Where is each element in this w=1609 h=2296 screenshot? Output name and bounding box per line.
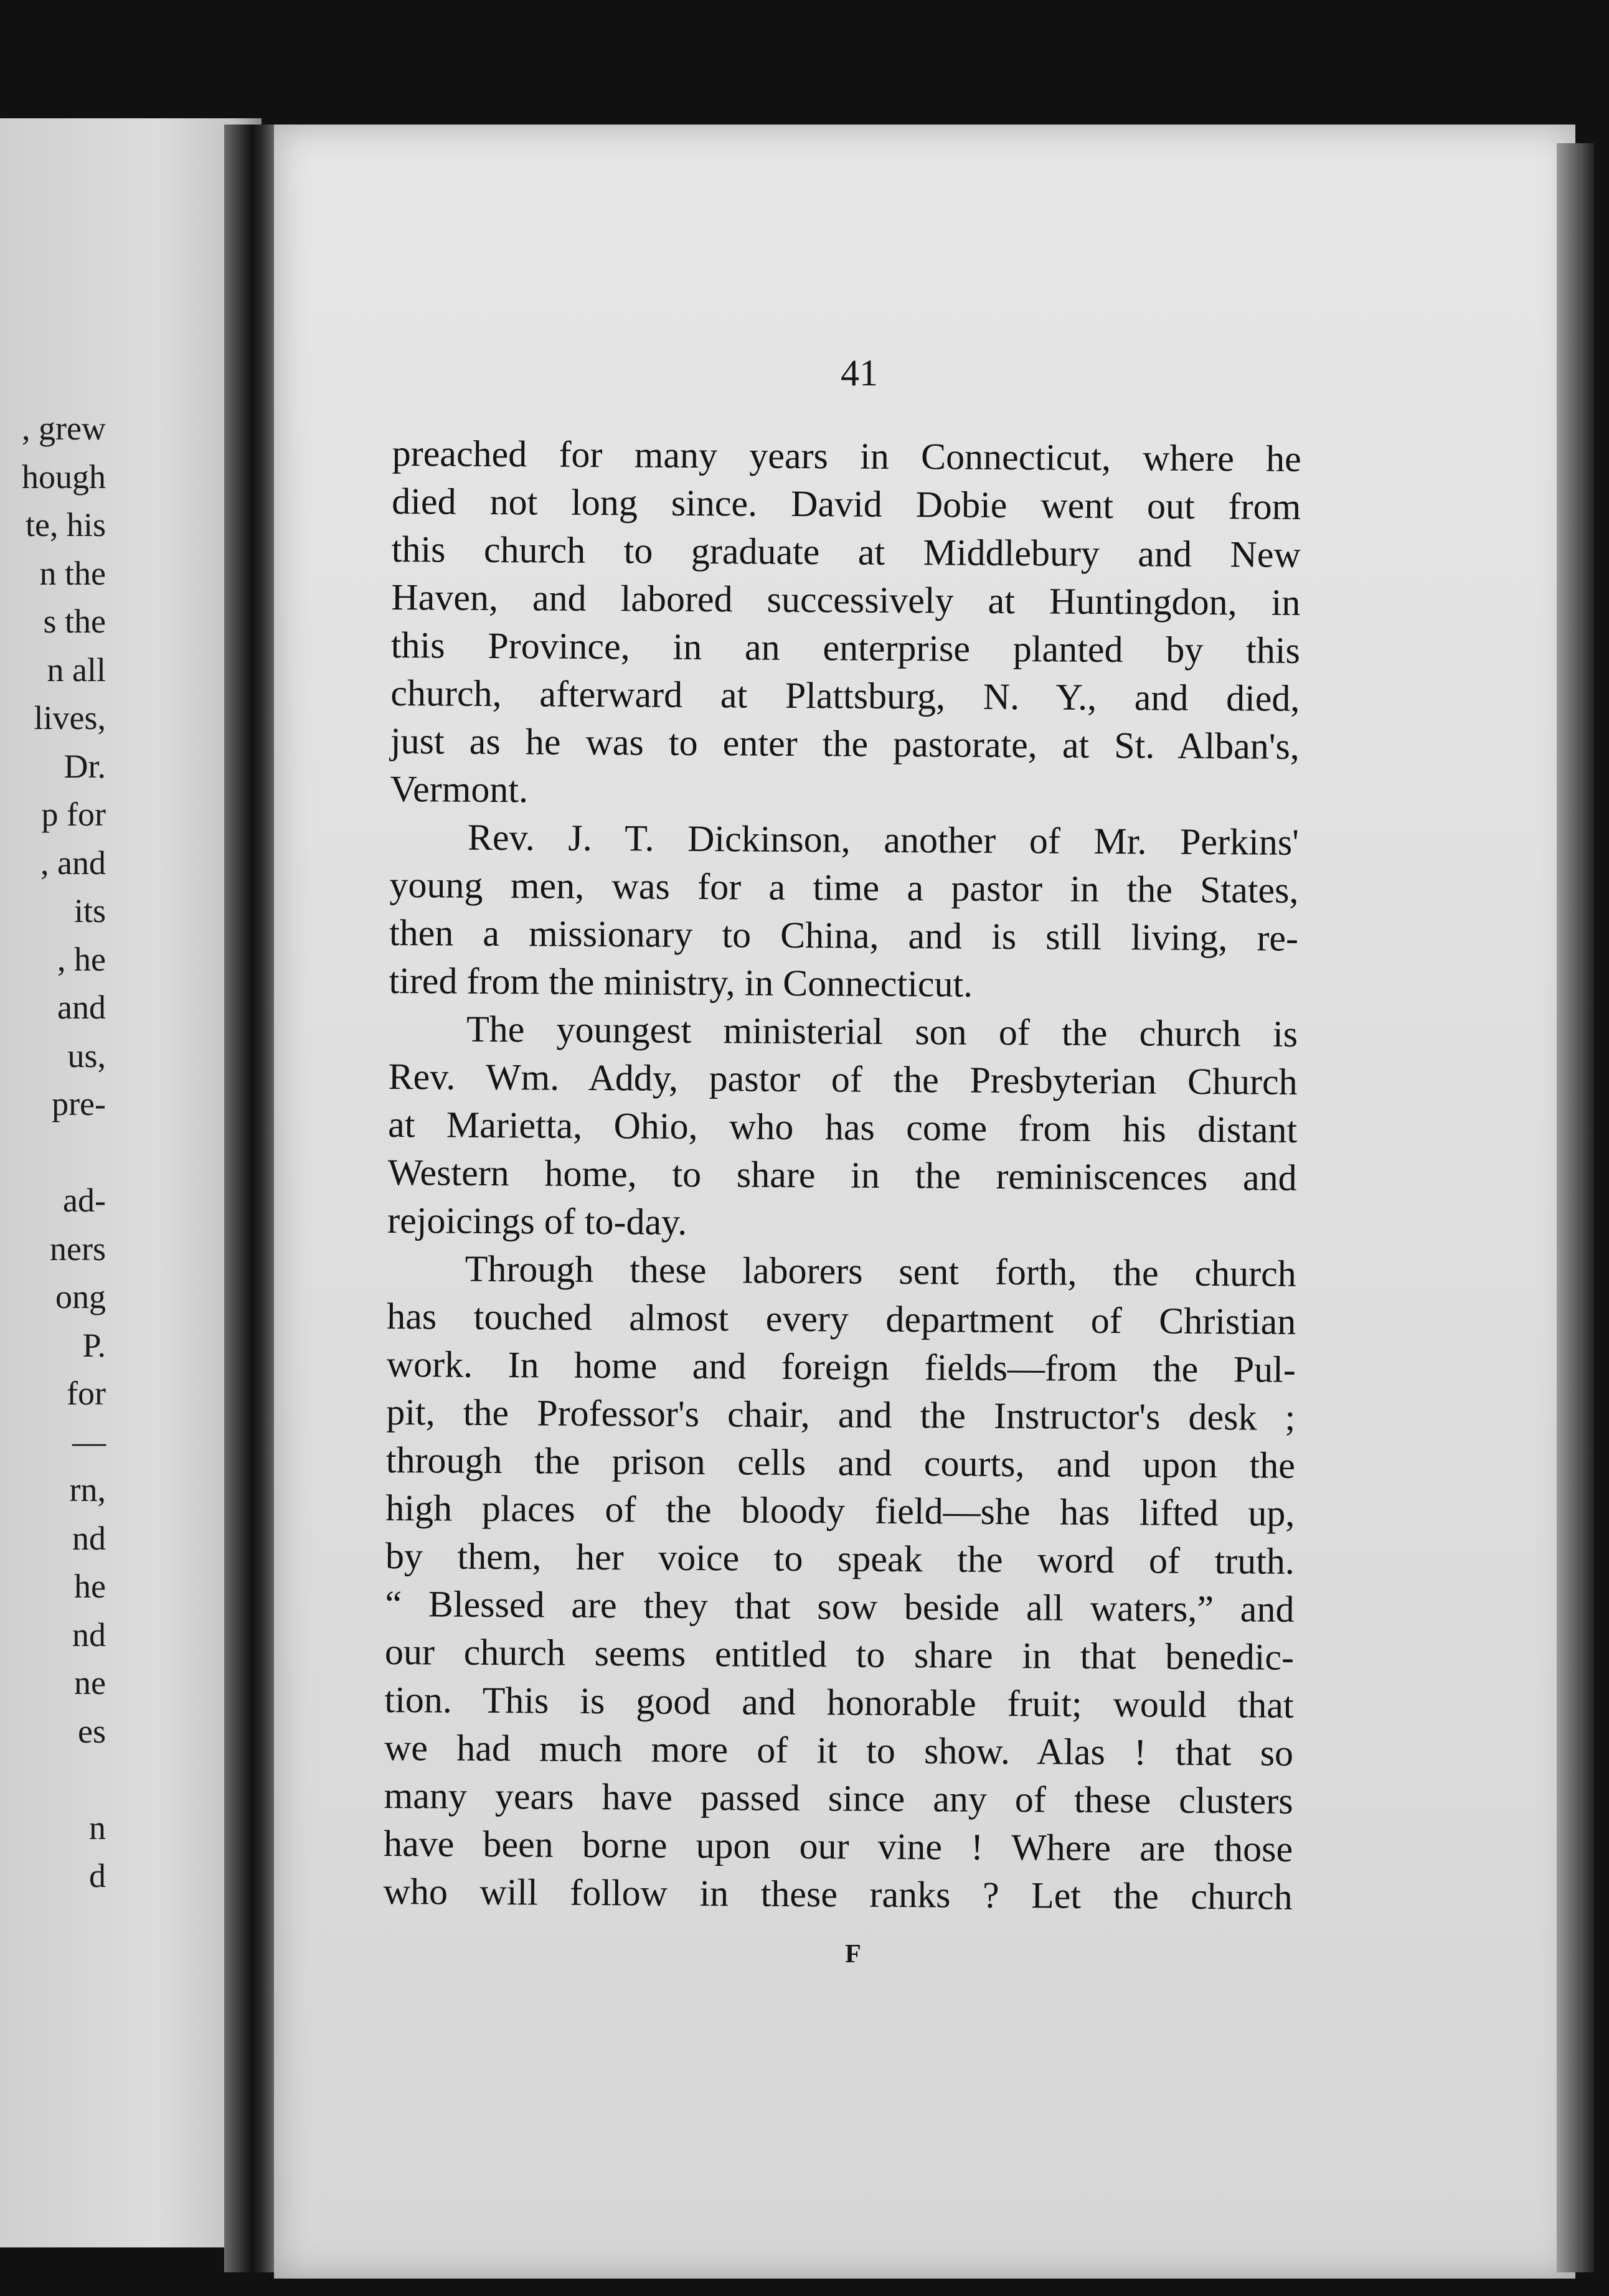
page-body-text: [383, 430, 1301, 1921]
text-line: tired from the ministry, in Connecticut.: [389, 959, 973, 1005]
left-fragment-line: he: [74, 1568, 106, 1605]
left-fragment-line: , grew: [22, 410, 106, 447]
left-fragment-line: and: [57, 989, 106, 1026]
text-line: Western home, to share in the reminiscences and: [387, 1151, 1297, 1198]
text-line: The youngest ministerial son of the church is: [466, 1008, 1298, 1055]
text-line: have been borne upon our vine ! Where are those: [383, 1822, 1293, 1870]
left-fragment-line: [0, 1756, 106, 1804]
text-line: our church seems entitled to share in that benedic-: [384, 1630, 1295, 1678]
text-line: Through these laborers sent forth, the church: [465, 1248, 1296, 1294]
text-line: we had much more of it to show. Alas ! that so: [384, 1726, 1294, 1774]
text-line: high places of the bloody field—she has lifted up,: [385, 1487, 1295, 1534]
text-line: this Province, in an enterprise planted by this: [390, 624, 1301, 671]
text-line: died not long since. David Dobie went out from: [392, 480, 1301, 527]
text-line: by them, her voice to speak the word of truth.: [385, 1535, 1295, 1582]
left-fragment-line: rn,: [69, 1471, 106, 1508]
text-line: Rev. J. T. Dickinson, another of Mr. Perkins': [467, 816, 1300, 863]
text-line: pit, the Professor's chair, and the Instructor's desk ;: [386, 1391, 1296, 1438]
text-line: has touched almost every department of Christian: [387, 1295, 1296, 1342]
text-line: many years have passed since any of these clusters: [384, 1774, 1293, 1822]
left-fragment-line: es: [78, 1712, 106, 1750]
left-fragment-line: its: [73, 892, 106, 929]
left-fragment-line: nd: [72, 1519, 106, 1557]
text-line: preached for many years in Connecticut, where he: [392, 432, 1301, 479]
left-fragment-line: te, his: [26, 506, 106, 543]
text-line: work. In home and foreign fields—from the Pul-: [386, 1343, 1296, 1390]
text-line: Vermont.: [390, 768, 529, 811]
left-fragment-line: n the: [39, 554, 106, 592]
left-fragment-line: d: [89, 1857, 106, 1894]
text-line: church, afterward at Plattsburg, N. Y., and died,: [390, 672, 1300, 719]
text-line: this church to graduate at Middlebury and New: [391, 528, 1301, 575]
text-line: “ Blessed are they that sow beside all waters,” and: [385, 1583, 1295, 1630]
left-fragment-line: p for: [41, 796, 106, 833]
left-fragment-line: nd: [72, 1616, 106, 1654]
left-fragment-line: lives,: [34, 699, 106, 736]
signature-mark: F: [845, 1940, 861, 1969]
text-line: at Marietta, Ohio, who has come from his distant: [387, 1103, 1298, 1150]
left-fragment-line: n: [89, 1809, 106, 1847]
left-fragment-line: n all: [47, 651, 106, 689]
left-fragment-line: —: [72, 1423, 106, 1461]
text-line: tion. This is good and honorable fruit; would that: [384, 1678, 1294, 1726]
left-fragment-line: ners: [50, 1230, 106, 1268]
text-line: then a missionary to China, and is still living, re-: [389, 911, 1299, 959]
text-line: just as he was to enter the pastorate, at St. Alban's,: [390, 720, 1300, 767]
text-line: rejoicings of to-day.: [387, 1199, 687, 1243]
left-fragment-line: hough: [22, 458, 106, 496]
left-fragment-line: ne: [74, 1664, 106, 1701]
page-edge: [1557, 143, 1594, 2272]
left-fragment-line: , and: [40, 844, 106, 882]
text-line: who will follow in these ranks ? Let the church: [383, 1870, 1293, 1917]
left-fragment-line: pre-: [52, 1085, 106, 1122]
left-fragment-line: P.: [82, 1326, 106, 1364]
page-number: 41: [841, 352, 878, 393]
left-fragment-line: [0, 1129, 106, 1177]
text-line: through the prison cells and courts, and upon the: [385, 1439, 1296, 1486]
left-fragment-line: ong: [55, 1278, 106, 1315]
left-fragment-line: us,: [67, 1037, 106, 1075]
left-fragment-line: , he: [57, 940, 106, 978]
left-fragment-line: ad-: [63, 1182, 106, 1219]
text-line: Haven, and labored successively at Huntingdon, in: [391, 576, 1301, 623]
text-line: young men, was for a time a pastor in the States,: [389, 863, 1299, 911]
text-line: Rev. Wm. Addy, pastor of the Presbyterian Church: [388, 1055, 1298, 1103]
left-fragment-line: Dr.: [64, 747, 106, 785]
left-fragment-line: for: [67, 1375, 106, 1412]
left-fragment-line: s the: [43, 603, 106, 640]
left-page-text-fragments: [0, 405, 106, 1901]
